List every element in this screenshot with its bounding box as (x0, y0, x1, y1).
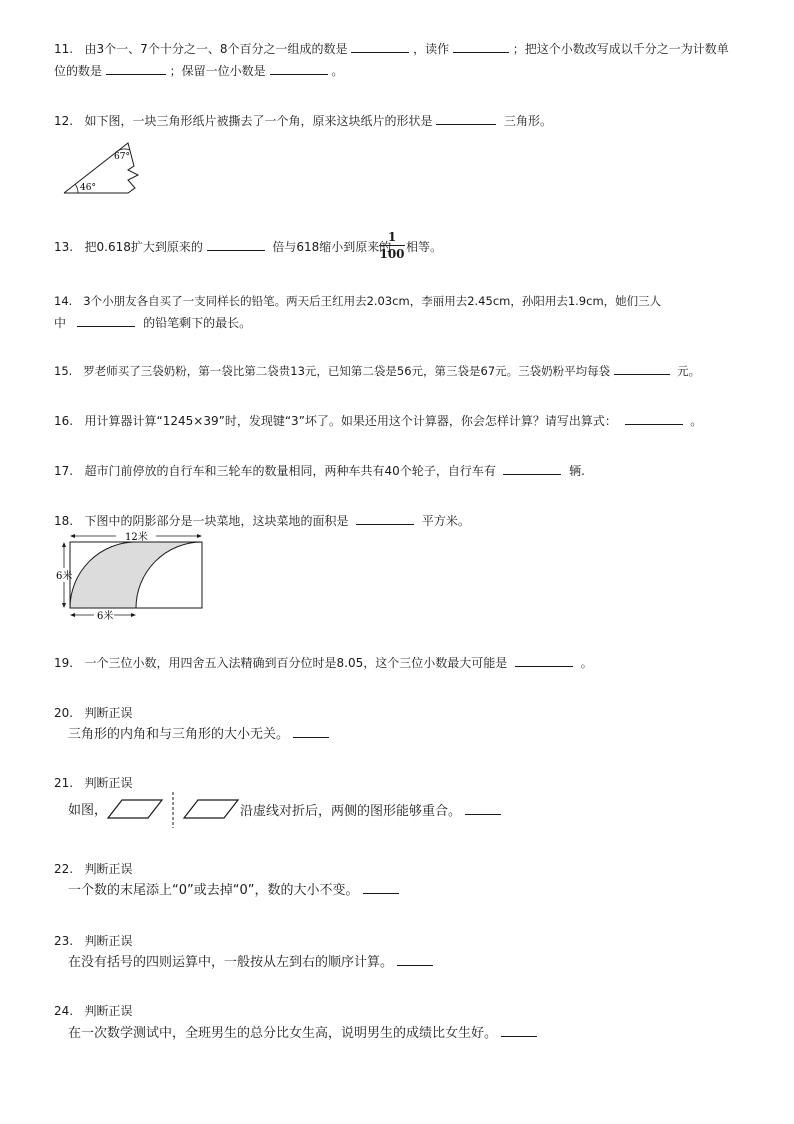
dimension-label-bottom: 6米 (97, 611, 114, 622)
question-text: 。 (580, 656, 593, 670)
statement-text: 沿虚线对折后，两侧的图形能够重合。 (240, 804, 462, 819)
question-number: 23. (54, 934, 74, 948)
fraction-numerator: 1 (387, 230, 397, 244)
answer-blank[interactable] (503, 464, 561, 475)
statement-text: 在一次数学测试中，全班男生的总分比女生高，说明男生的成绩比女生好。 (68, 1026, 498, 1041)
question-text: 元。 (677, 364, 701, 378)
statement-text: 一个数的末尾添上“0”或去掉“0”，数的大小不变。 (68, 883, 359, 898)
question-type-label: 判断正误 (84, 1004, 133, 1018)
answer-blank[interactable] (363, 883, 399, 894)
question-type-label: 判断正误 (84, 934, 133, 948)
question-number: 18. (54, 514, 74, 528)
question-12-line-1 (54, 114, 552, 128)
question-number: 22. (54, 862, 74, 876)
question-text: 下图中的阴影部分是一块菜地，这块菜地的面积是 (84, 514, 349, 528)
answer-blank[interactable] (515, 656, 573, 667)
question-17-line-1 (54, 464, 585, 478)
question-text: 辆. (569, 464, 585, 478)
question-number: 12. (54, 114, 74, 128)
angle-label-top: 67° (114, 152, 130, 162)
question-text: 平方米。 (421, 514, 470, 528)
question-21-prefix (68, 804, 107, 818)
question-22-statement (68, 883, 399, 898)
question-13-line-1-end (406, 240, 442, 254)
answer-blank[interactable] (106, 64, 166, 75)
statement-text: 如图， (68, 803, 108, 818)
answer-blank[interactable] (465, 804, 501, 815)
question-14-line-1 (54, 294, 661, 308)
question-19-line-1 (54, 656, 593, 670)
question-15-line-1 (54, 364, 700, 378)
angle-label-left: 46° (80, 183, 96, 193)
question-number: 14. (54, 294, 73, 308)
answer-blank[interactable] (501, 1026, 537, 1037)
question-number: 24. (54, 1004, 74, 1018)
answer-blank[interactable] (356, 514, 414, 525)
fraction-one-hundredth (379, 230, 405, 261)
question-23-statement (68, 955, 433, 970)
question-number: 19. (54, 656, 74, 670)
answer-blank[interactable] (453, 42, 509, 53)
question-number: 20. (54, 706, 74, 720)
question-21-title (54, 776, 133, 790)
answer-blank[interactable] (207, 240, 265, 251)
question-text: ；把这个小数改写成以千分之一为计数单 (512, 42, 729, 56)
answer-blank[interactable] (293, 727, 329, 738)
question-text: 的铅笔剩下的最长。 (143, 316, 252, 330)
question-20-statement (68, 727, 329, 742)
dimension-label-top: 12米 (125, 532, 148, 543)
question-11-line-2 (54, 64, 343, 78)
question-text: 一个三位小数，用四舍五入法精确到百分位时是8.05，这个三位小数最大可能是 (84, 656, 508, 670)
garden-figure (52, 530, 212, 625)
question-text: 中 (54, 316, 67, 330)
answer-blank[interactable] (397, 955, 433, 966)
statement-text: 在没有括号的四则运算中，一般按从左到右的顺序计算。 (68, 955, 394, 970)
question-text: 用计算器计算“1245×39”时，发现键“3”坏了。如果还用这个计算器，你会怎样计算？请写出算式： (84, 414, 617, 428)
question-text: 位的数是 (54, 64, 103, 78)
question-text: 相等。 (406, 240, 443, 254)
question-21-statement (240, 804, 501, 819)
question-type-label: 判断正误 (84, 706, 133, 720)
answer-blank[interactable] (625, 414, 683, 425)
question-text: 把0.618扩大到原来的 (84, 240, 203, 254)
question-16-line-1 (54, 414, 702, 428)
question-text: 由3个一、7个十分之一、8个百分之一组成的数是 (84, 42, 348, 56)
answer-blank[interactable] (77, 316, 135, 327)
question-13-line-1 (54, 240, 391, 254)
answer-blank[interactable] (614, 364, 670, 375)
question-number: 21. (54, 776, 74, 790)
question-22-title (54, 862, 133, 876)
question-text: 超市门前停放的自行车和三轮车的数量相同，两种车共有40个轮子，自行车有 (84, 464, 496, 478)
torn-triangle-figure (58, 138, 148, 198)
question-18-line-1 (54, 514, 470, 528)
question-text: ；保留一位小数是 (169, 64, 266, 78)
question-24-statement (68, 1026, 537, 1041)
question-23-title (54, 934, 133, 948)
answer-blank[interactable] (270, 64, 328, 75)
statement-text: 三角形的内角和与三角形的大小无关。 (68, 727, 290, 742)
question-text: 。 (331, 64, 344, 78)
question-number: 15. (54, 364, 73, 378)
fraction-bar (379, 245, 405, 246)
question-text: 。 (690, 414, 703, 428)
question-number: 11. (54, 42, 74, 56)
question-type-label: 判断正误 (84, 776, 133, 790)
question-20-title (54, 706, 133, 720)
question-text: 如下图，一块三角形纸片被撕去了一个角，原来这块纸片的形状是 (84, 114, 433, 128)
question-number: 16. (54, 414, 74, 428)
question-text: 三角形。 (504, 114, 553, 128)
question-14-line-2 (54, 316, 251, 330)
dimension-label-left: 6米 (56, 571, 73, 582)
question-number: 17. (54, 464, 74, 478)
parallelogram-fold-figure (104, 790, 240, 830)
question-24-title (54, 1004, 133, 1018)
question-11-line-1 (54, 42, 729, 56)
question-text: 倍与618缩小到原来的 (272, 240, 392, 254)
answer-blank[interactable] (436, 114, 496, 125)
question-text: ，读作 (413, 42, 450, 56)
question-number: 13. (54, 240, 74, 254)
fraction-denominator: 100 (379, 247, 405, 261)
question-text: 3个小朋友各自买了一支同样长的铅笔。两天后王红用去2.03cm，李丽用去2.45cm，孙阳用去1.9cm，她们三人 (83, 294, 662, 308)
answer-blank[interactable] (351, 42, 409, 53)
question-type-label: 判断正误 (84, 862, 133, 876)
question-text: 罗老师买了三袋奶粉，第一袋比第二袋贵13元，已知第二袋是56元，第三袋是67元。三袋奶粉平均每袋 (83, 364, 611, 378)
